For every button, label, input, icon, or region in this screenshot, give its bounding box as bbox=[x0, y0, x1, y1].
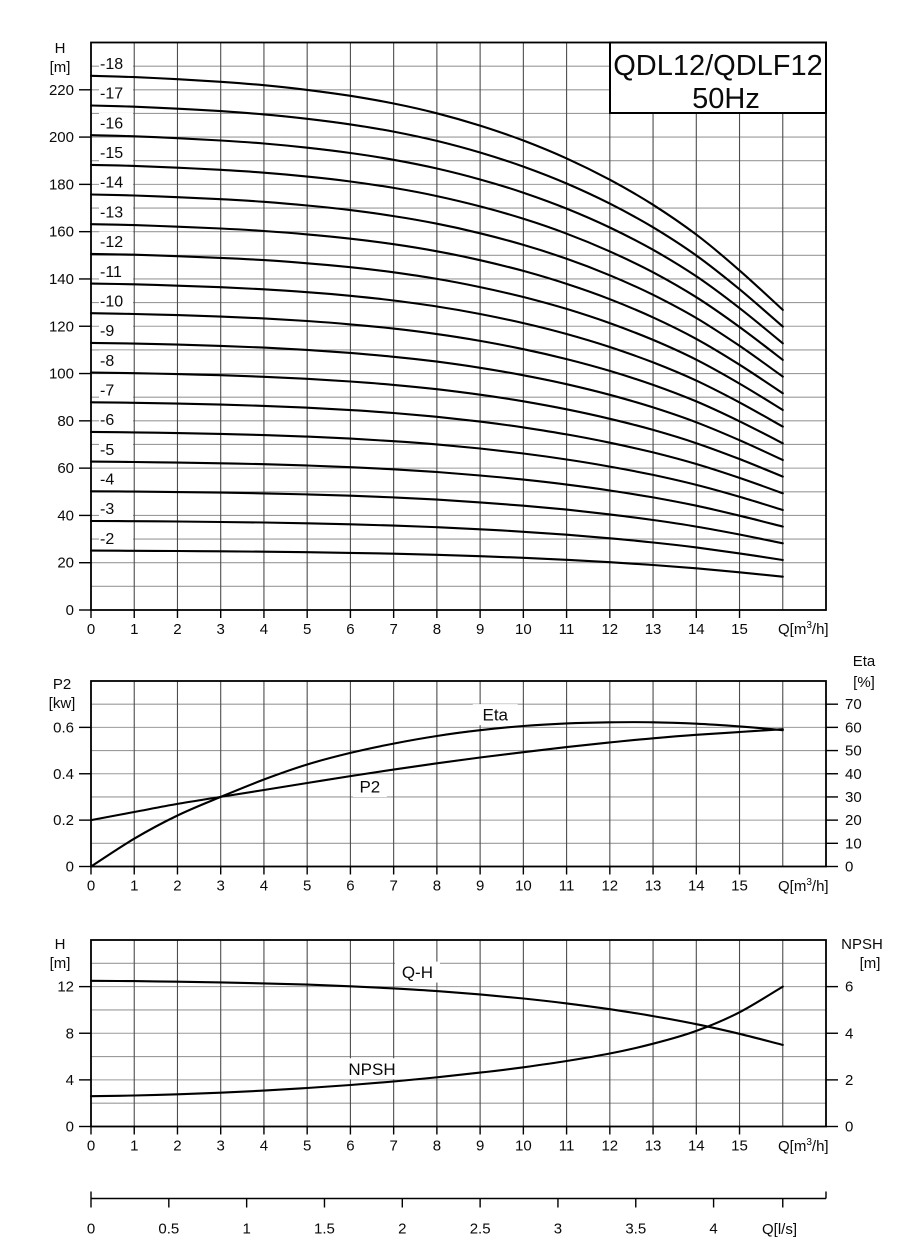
y-tick-label: 220 bbox=[48, 81, 74, 99]
y-tick-label: 8 bbox=[65, 1025, 74, 1043]
power-left-ticks bbox=[53, 719, 91, 875]
qh-x-ticks bbox=[87, 1127, 748, 1155]
q-label-post: /h] bbox=[811, 621, 829, 638]
page-subtitle: 50Hz bbox=[692, 83, 760, 115]
lps-tick-label: 0.5 bbox=[158, 1220, 180, 1238]
stage-label: -12 bbox=[100, 234, 124, 252]
qh-right-axis-unit: [m] bbox=[859, 955, 881, 972]
x-tick-label: 13 bbox=[644, 621, 662, 638]
power-right-axis-name: Eta bbox=[852, 653, 876, 670]
x-tick-label: 0 bbox=[86, 1137, 96, 1155]
x-tick-label: 5 bbox=[303, 1137, 312, 1155]
lps-tick-label: 2 bbox=[398, 1220, 407, 1238]
x-tick-label: 15 bbox=[731, 621, 748, 638]
x-tick-label: 13 bbox=[644, 877, 662, 895]
y-tick-label: 60 bbox=[845, 719, 862, 737]
x-tick-label: 7 bbox=[389, 1137, 398, 1155]
curve-annotation: NPSH bbox=[348, 1059, 396, 1079]
y-tick-label: 70 bbox=[845, 696, 862, 714]
power-x-ticks bbox=[87, 867, 748, 895]
x-tick-label: 6 bbox=[346, 621, 355, 638]
stage-label: -2 bbox=[100, 530, 115, 548]
x-tick-label: 4 bbox=[259, 877, 269, 895]
lps-tick-label: 4 bbox=[709, 1220, 718, 1238]
x-tick-label: 13 bbox=[644, 1137, 662, 1155]
x-tick-label: 0 bbox=[86, 621, 96, 638]
lps-tick-label: 1 bbox=[242, 1220, 251, 1238]
power-right-ticks bbox=[826, 696, 862, 875]
y-tick-label: 80 bbox=[57, 412, 74, 430]
stage-label: -13 bbox=[100, 204, 124, 222]
head-y-axis-name: H bbox=[54, 40, 66, 57]
head-x-axis-label bbox=[778, 620, 829, 638]
x-tick-label: 9 bbox=[475, 621, 485, 638]
y-tick-label: 140 bbox=[48, 270, 74, 288]
x-tick-label: 3 bbox=[216, 877, 225, 895]
q-label-sup: 3 bbox=[806, 1137, 812, 1148]
x-tick-label: 12 bbox=[601, 621, 619, 638]
qh-right-axis-name: NPSH bbox=[841, 936, 883, 953]
q-label-pre: Q[m bbox=[778, 621, 807, 638]
q-label-pre: Q[m bbox=[778, 1138, 807, 1155]
y-tick-label: 200 bbox=[48, 129, 74, 147]
stage-label: -8 bbox=[100, 352, 115, 370]
y-tick-label: 4 bbox=[845, 1025, 854, 1043]
power-left-axis-name: P2 bbox=[52, 676, 72, 693]
x-tick-label: 11 bbox=[558, 621, 575, 638]
qh-frame bbox=[91, 940, 826, 1127]
x-tick-label: 1 bbox=[130, 877, 139, 895]
x-tick-label: 12 bbox=[601, 1137, 619, 1155]
stage-label: -3 bbox=[100, 501, 115, 519]
y-tick-label: 20 bbox=[57, 554, 74, 572]
curve-annotation: P2 bbox=[359, 777, 381, 797]
x-tick-label: 11 bbox=[558, 1137, 575, 1155]
y-tick-label: 40 bbox=[845, 765, 862, 783]
x-tick-label: 15 bbox=[731, 877, 748, 895]
x-tick-label: 7 bbox=[389, 621, 398, 638]
y-tick-label: 0 bbox=[845, 1118, 854, 1136]
y-tick-label: 160 bbox=[48, 223, 74, 241]
x-tick-label: 0 bbox=[86, 877, 96, 895]
y-tick-label: 0.4 bbox=[53, 765, 74, 783]
y-tick-label: 0.2 bbox=[53, 812, 74, 830]
y-tick-label: 30 bbox=[845, 788, 862, 806]
y-tick-label: 50 bbox=[845, 742, 862, 760]
y-tick-label: 4 bbox=[65, 1071, 74, 1089]
x-tick-label: 7 bbox=[389, 877, 398, 895]
q-label-sup: 3 bbox=[806, 620, 812, 631]
x-tick-label: 8 bbox=[432, 877, 442, 895]
stage-label: -9 bbox=[100, 323, 115, 341]
head-x-ticks bbox=[87, 610, 748, 638]
x-tick-label: 2 bbox=[173, 1137, 182, 1155]
x-tick-label: 5 bbox=[303, 877, 312, 895]
lps-tick-label: 3.5 bbox=[625, 1220, 647, 1238]
lps-axis bbox=[87, 1192, 826, 1238]
x-tick-label: 4 bbox=[259, 1137, 269, 1155]
x-tick-label: 10 bbox=[515, 621, 532, 638]
y-tick-label: 120 bbox=[48, 318, 74, 336]
y-tick-label: 0 bbox=[65, 602, 74, 619]
x-tick-label: 3 bbox=[216, 621, 225, 638]
x-tick-label: 14 bbox=[687, 877, 705, 895]
lps-tick-label: 3 bbox=[553, 1220, 563, 1238]
qh-left-axis-name: H bbox=[54, 936, 66, 953]
x-tick-label: 2 bbox=[173, 877, 182, 895]
page-title: QDL12/QDLF12 bbox=[613, 50, 823, 82]
power-frame bbox=[91, 681, 826, 867]
head-left-ticks bbox=[49, 82, 91, 619]
x-tick-label: 14 bbox=[687, 621, 705, 638]
q-label-post: /h] bbox=[811, 878, 829, 895]
y-tick-label: 0 bbox=[845, 858, 854, 876]
curve-annotation: Eta bbox=[482, 705, 509, 725]
x-tick-label: 15 bbox=[731, 1137, 748, 1155]
x-tick-label: 9 bbox=[475, 877, 485, 895]
y-tick-label: 60 bbox=[57, 460, 74, 478]
power-x-axis-label bbox=[778, 877, 829, 895]
qh-left-ticks bbox=[57, 979, 91, 1136]
qh-left-axis-unit: [m] bbox=[49, 955, 71, 972]
x-tick-label: 6 bbox=[346, 877, 355, 895]
x-tick-label: 11 bbox=[558, 877, 575, 895]
stage-label: -18 bbox=[100, 56, 124, 74]
lps-tick-label: 0 bbox=[86, 1220, 96, 1238]
lps-tick-label: 2.5 bbox=[469, 1220, 491, 1238]
y-tick-label: 0 bbox=[65, 1118, 74, 1136]
qh-right-ticks bbox=[826, 979, 853, 1136]
x-tick-label: 4 bbox=[259, 621, 269, 638]
stage-label: -14 bbox=[100, 174, 124, 192]
y-tick-label: 40 bbox=[57, 507, 74, 525]
y-tick-label: 0.6 bbox=[53, 719, 74, 737]
x-tick-label: 10 bbox=[515, 1137, 532, 1155]
y-tick-label: 12 bbox=[57, 978, 74, 996]
stage-label: -16 bbox=[100, 115, 124, 133]
x-tick-label: 8 bbox=[432, 621, 442, 638]
x-tick-label: 10 bbox=[515, 877, 532, 895]
x-tick-label: 5 bbox=[303, 621, 312, 638]
qh-x-axis-label bbox=[778, 1137, 829, 1155]
curve-annotation: Q-H bbox=[401, 963, 434, 983]
y-tick-label: 6 bbox=[845, 978, 854, 996]
stage-label: -5 bbox=[100, 441, 115, 459]
stage-label: -6 bbox=[100, 412, 115, 430]
head-stage-labels bbox=[99, 54, 133, 549]
y-tick-label: 20 bbox=[845, 812, 862, 830]
head-y-axis-unit: [m] bbox=[49, 59, 71, 76]
head-frame bbox=[91, 43, 826, 611]
x-tick-label: 3 bbox=[216, 1137, 225, 1155]
stage-label: -15 bbox=[100, 145, 124, 163]
x-tick-label: 1 bbox=[130, 621, 139, 638]
power-left-axis-unit: [kw] bbox=[48, 695, 76, 712]
power-right-axis-unit: [%] bbox=[853, 674, 875, 691]
x-tick-label: 14 bbox=[687, 1137, 705, 1155]
stage-label: -4 bbox=[100, 471, 115, 489]
rendered-charts bbox=[49, 43, 862, 1238]
x-tick-label: 1 bbox=[130, 1137, 139, 1155]
y-tick-label: 180 bbox=[48, 176, 74, 194]
stage-label: -7 bbox=[100, 382, 115, 400]
stage-label: -10 bbox=[100, 293, 124, 311]
y-tick-label: 100 bbox=[48, 365, 74, 383]
y-tick-label: 2 bbox=[845, 1071, 854, 1089]
stage-label: -11 bbox=[100, 263, 122, 281]
lps-axis-label: Q[l/s] bbox=[762, 1221, 798, 1238]
stage-label: -17 bbox=[100, 85, 124, 103]
lps-tick-label: 1.5 bbox=[314, 1220, 335, 1238]
x-tick-label: 2 bbox=[173, 621, 182, 638]
q-label-pre: Q[m bbox=[778, 878, 807, 895]
x-tick-label: 8 bbox=[432, 1137, 442, 1155]
y-tick-label: 0 bbox=[65, 858, 74, 876]
q-label-post: /h] bbox=[811, 1138, 829, 1155]
y-tick-label: 10 bbox=[845, 835, 862, 853]
q-label-sup: 3 bbox=[806, 877, 812, 888]
x-tick-label: 9 bbox=[475, 1137, 485, 1155]
x-tick-label: 6 bbox=[346, 1137, 355, 1155]
x-tick-label: 12 bbox=[601, 877, 619, 895]
